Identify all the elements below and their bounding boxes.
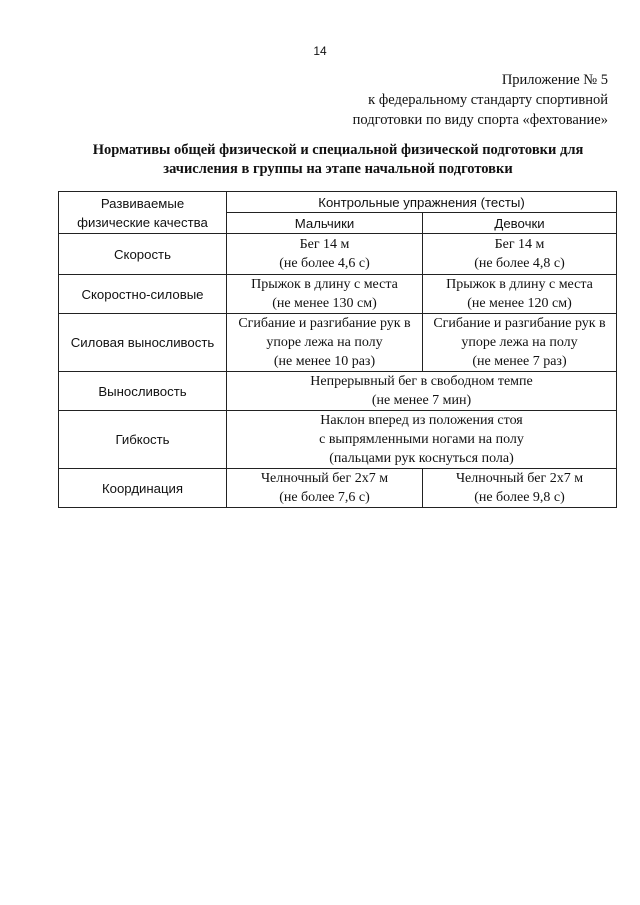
header-boys: Мальчики: [227, 213, 423, 234]
boys-norm-cell: [227, 275, 423, 314]
norm-line: с выпрямленными ногами на полу: [319, 432, 524, 447]
girls-norm-cell: [423, 469, 617, 508]
header-girls: Девочки: [423, 213, 617, 234]
norm-line: упоре лежа на полу: [266, 335, 383, 350]
appendix-line: Приложение № 5: [501, 72, 608, 88]
norm-line: (не менее 7 мин): [371, 393, 472, 408]
appendix-line: к федеральному стандарту спортивной: [368, 92, 608, 108]
header-quality-line: физические качества: [77, 214, 208, 230]
norm-line: Наклон вперед из положения стоя: [320, 413, 523, 428]
norm-line: (не менее 7 раз): [472, 354, 567, 369]
norm-line: (не менее 130 см): [272, 296, 377, 311]
table-row: [59, 314, 617, 372]
norm-line: (не более 4,8 с): [474, 256, 565, 271]
norm-line: (не более 9,8 с): [474, 490, 565, 505]
quality-cell: Выносливость: [59, 372, 227, 411]
norm-line: (не более 4,6 с): [279, 256, 370, 271]
page-number: 14: [313, 44, 327, 58]
appendix-heading: [353, 70, 608, 130]
norms-table: [58, 191, 617, 508]
header-tests: Контрольные упражнения (тесты): [227, 192, 617, 213]
quality-cell: Скоростно-силовые: [59, 275, 227, 314]
shared-norm-cell: [227, 411, 617, 469]
norm-line: (не менее 120 см): [467, 296, 572, 311]
norm-line: (не менее 10 раз): [273, 354, 376, 369]
shared-norm-cell: [227, 372, 617, 411]
norm-line: (пальцами рук коснуться пола): [329, 451, 514, 466]
norm-line: Непрерывный бег в свободном темпе: [310, 374, 533, 389]
norm-line: Сгибание и разгибание рук в: [238, 316, 411, 331]
quality-cell: Скорость: [59, 234, 227, 275]
table-row: [59, 411, 617, 469]
girls-norm-cell: [423, 234, 617, 275]
table-row: [59, 275, 617, 314]
boys-norm-cell: [227, 234, 423, 275]
norm-line: Бег 14 м: [299, 237, 350, 252]
quality-cell: Координация: [59, 469, 227, 508]
quality-cell: Гибкость: [59, 411, 227, 469]
boys-norm-cell: [227, 469, 423, 508]
girls-norm-cell: [423, 314, 617, 372]
table-row: [59, 372, 617, 411]
norm-line: упоре лежа на полу: [461, 335, 578, 350]
table-row: [59, 234, 617, 275]
norm-line: (не более 7,6 с): [279, 490, 370, 505]
norm-line: Бег 14 м: [494, 237, 545, 252]
norm-line: Челночный бег 2х7 м: [455, 471, 584, 486]
boys-norm-cell: [227, 314, 423, 372]
table-header-row: [59, 192, 617, 213]
appendix-line: подготовки по виду спорта «фехтование»: [352, 112, 608, 128]
norm-line: Прыжок в длину с места: [446, 277, 593, 292]
table-row: [59, 469, 617, 508]
norm-line: Сгибание и разгибание рук в: [433, 316, 606, 331]
quality-cell: Силовая выносливость: [59, 314, 227, 372]
header-quality-line: Развиваемые: [100, 195, 185, 211]
girls-norm-cell: [423, 275, 617, 314]
document-title: [60, 141, 616, 179]
title-line: зачисления в группы на этапе начальной подготовки: [163, 161, 513, 177]
norm-line: Прыжок в длину с места: [251, 277, 398, 292]
header-quality: [59, 192, 227, 234]
title-line: Нормативы общей физической и специальной физической подготовки для: [92, 142, 584, 158]
norm-line: Челночный бег 2х7 м: [260, 471, 389, 486]
